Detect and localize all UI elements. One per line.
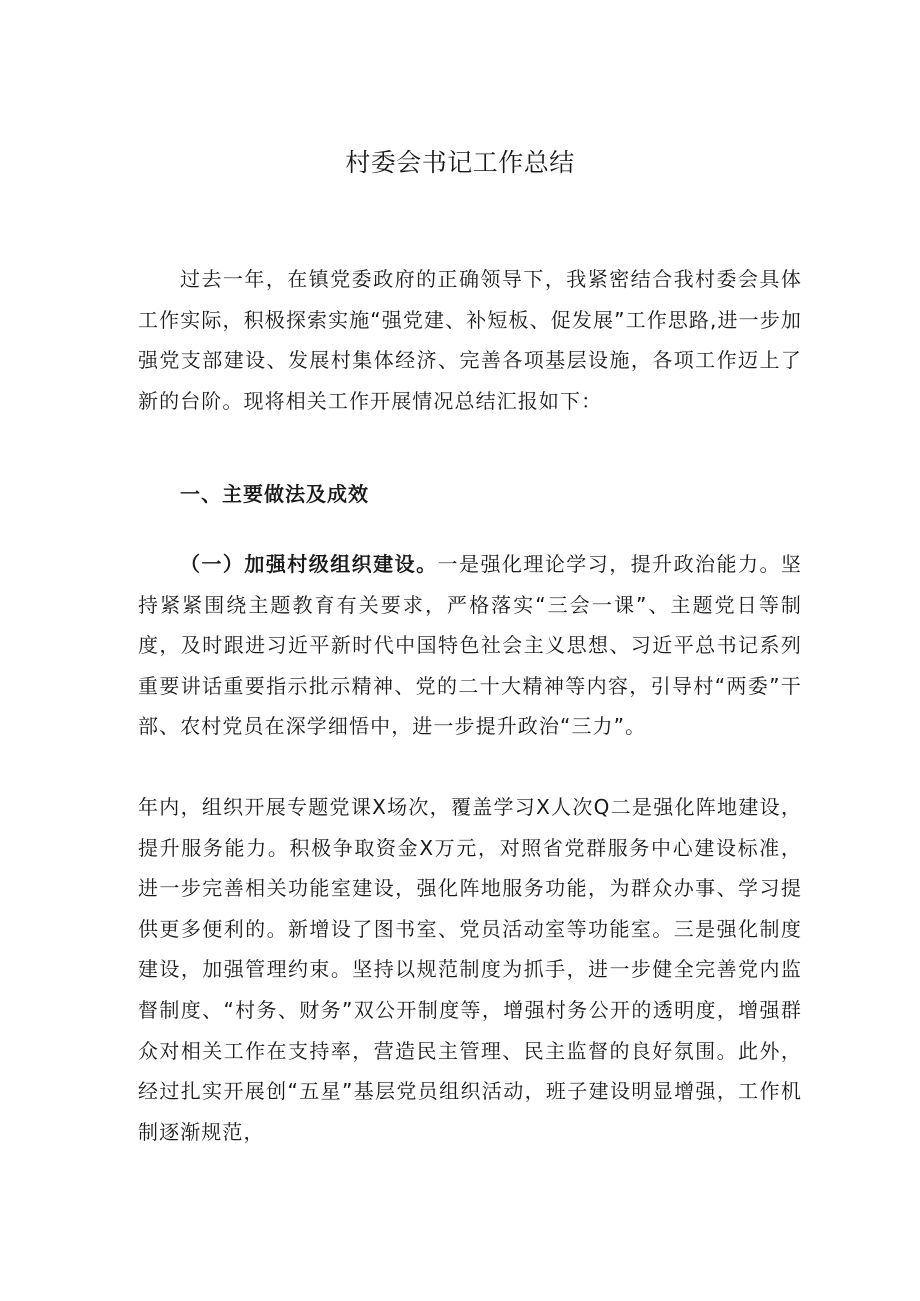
document-title: 村委会书记工作总结: [345, 147, 575, 177]
subsection-heading: （一）加强村级组织建设。: [180, 552, 438, 576]
continued-paragraph: 年内，组织开展专题党课X场次，覆盖学习X人次Q二是强化阵地建设，提升服务能力。积极争取资金X万元，对照省党群服务中心建设标准，进一步完善相关功能室建设，强化阵地服务功能，为群众办事、学习提供更多便利的。新增设了图书室、党员活动室等功能室。三是强化制度建设，加强管理约束。坚持以规范制度为抓手，进一步健全完善党内监督制度、“村务、财务”双公开制度等，增强村务公开的透明度，增强群众对相关工作在支持率，营造民主管理、民主监督的良好氛围。此外，经过扎实开展创“五星”基层党员组织活动，班子建设明显增强，工作机制逐渐规范，: [138, 795, 802, 1144]
section-heading: 一、主要做法及成效: [180, 482, 369, 506]
subsection-paragraph: [138, 544, 802, 747]
subsection-text: 一是强化理论学习，提升政治能力。坚持紧紧围绕主题教育有关要求，严格落实“三会一课”、主题党日等制度，及时跟进习近平新时代中国特色社会主义思想、习近平总书记系列重要讲话重要指示批示精神、党的二十大精神等内容，引导村“两委”干部、农村党员在深学细悟中，进一步提升政治“三力”。: [138, 552, 802, 739]
intro-paragraph: 过去一年，在镇党委政府的正确领导下，我紧密结合我村委会具体工作实际，积极探索实施“强党建、补短板、促发展”工作思路,进一步加强党支部建设、发展村集体经济、完善各项基层设施，各项工作迈上了新的台阶。现将相关工作开展情况总结汇报如下：: [138, 267, 802, 413]
